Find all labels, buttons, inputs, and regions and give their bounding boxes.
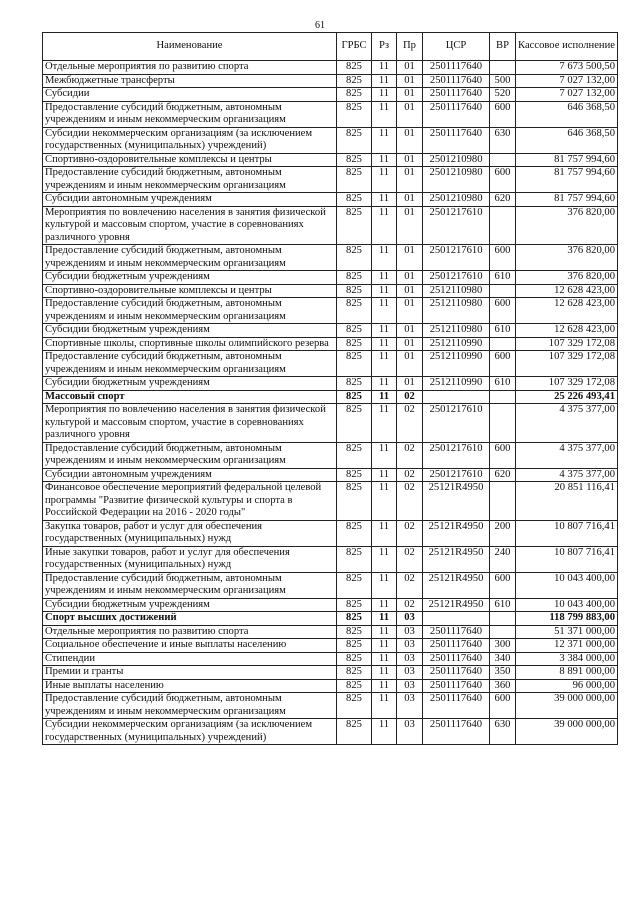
cell-grbs: 825	[337, 652, 372, 666]
cell-amount: 81 757 994,60	[516, 153, 618, 167]
cell-vr: 610	[490, 598, 516, 612]
cell-vr	[490, 206, 516, 245]
cell-grbs: 825	[337, 468, 372, 482]
cell-grbs: 825	[337, 337, 372, 351]
cell-csr: 25121R4950	[423, 572, 490, 598]
cell-csr: 2512110980	[423, 298, 490, 324]
cell-rz: 11	[372, 101, 397, 127]
cell-grbs: 825	[337, 88, 372, 102]
cell-pr: 01	[397, 245, 423, 271]
table-row	[43, 625, 618, 639]
cell-pr: 01	[397, 193, 423, 207]
table-row	[43, 153, 618, 167]
cell-pr: 03	[397, 625, 423, 639]
cell-csr: 2501217610	[423, 442, 490, 468]
cell-csr: 2501117640	[423, 666, 490, 680]
cell-pr: 03	[397, 679, 423, 693]
cell-csr: 2501117640	[423, 61, 490, 75]
cell-pr: 01	[397, 298, 423, 324]
cell-csr	[423, 390, 490, 404]
table-row	[43, 337, 618, 351]
cell-amount: 81 757 994,60	[516, 193, 618, 207]
cell-grbs: 825	[337, 520, 372, 546]
cell-grbs: 825	[337, 679, 372, 693]
cell-vr: 610	[490, 377, 516, 391]
table-row	[43, 245, 618, 271]
cell-grbs: 825	[337, 206, 372, 245]
cell-pr: 01	[397, 88, 423, 102]
cell-vr: 620	[490, 193, 516, 207]
cell-name: Спортивные школы, спортивные школы олимпийского резерва	[43, 337, 337, 351]
table-row	[43, 482, 618, 521]
cell-pr: 03	[397, 666, 423, 680]
cell-vr: 600	[490, 442, 516, 468]
cell-grbs: 825	[337, 61, 372, 75]
cell-grbs: 825	[337, 482, 372, 521]
cell-rz: 11	[372, 377, 397, 391]
cell-grbs: 825	[337, 625, 372, 639]
cell-csr: 2501117640	[423, 74, 490, 88]
cell-name: Массовый спорт	[43, 390, 337, 404]
cell-rz: 11	[372, 245, 397, 271]
cell-csr: 2501217610	[423, 468, 490, 482]
table-row	[43, 693, 618, 719]
cell-amount: 10 807 716,41	[516, 520, 618, 546]
cell-pr: 03	[397, 639, 423, 653]
cell-pr: 03	[397, 693, 423, 719]
cell-grbs: 825	[337, 245, 372, 271]
header-pr: Пр	[397, 33, 423, 61]
cell-amount: 107 329 172,08	[516, 337, 618, 351]
cell-csr: 2501117640	[423, 719, 490, 745]
cell-name: Субсидии некоммерческим организациям (за исключением государственных (муниципальных) учреждений)	[43, 719, 337, 745]
cell-rz: 11	[372, 206, 397, 245]
cell-grbs: 825	[337, 74, 372, 88]
cell-csr: 2501217610	[423, 206, 490, 245]
cell-rz: 11	[372, 598, 397, 612]
cell-rz: 11	[372, 153, 397, 167]
cell-grbs: 825	[337, 271, 372, 285]
cell-rz: 11	[372, 546, 397, 572]
cell-rz: 11	[372, 468, 397, 482]
table-row	[43, 74, 618, 88]
cell-amount: 3 384 000,00	[516, 652, 618, 666]
table-row	[43, 598, 618, 612]
cell-vr	[490, 390, 516, 404]
table-row	[43, 193, 618, 207]
cell-vr: 610	[490, 271, 516, 285]
cell-vr: 600	[490, 167, 516, 193]
header-rz: Рз	[372, 33, 397, 61]
cell-grbs: 825	[337, 351, 372, 377]
cell-pr: 01	[397, 74, 423, 88]
table-row	[43, 719, 618, 745]
table-row	[43, 612, 618, 626]
cell-name: Предоставление субсидий бюджетным, автономным учреждениям и иным некоммерческим организациям	[43, 245, 337, 271]
table-row	[43, 101, 618, 127]
table-row	[43, 167, 618, 193]
table-row	[43, 520, 618, 546]
cell-csr: 2501117640	[423, 679, 490, 693]
cell-rz: 11	[372, 404, 397, 443]
cell-name: Субсидии автономным учреждениям	[43, 193, 337, 207]
cell-csr: 2512110990	[423, 351, 490, 377]
table-row	[43, 679, 618, 693]
table-row	[43, 404, 618, 443]
cell-csr: 2501117640	[423, 639, 490, 653]
cell-vr	[490, 625, 516, 639]
table-row	[43, 468, 618, 482]
cell-grbs: 825	[337, 284, 372, 298]
cell-rz: 11	[372, 679, 397, 693]
cell-amount: 12 628 423,00	[516, 284, 618, 298]
cell-rz: 11	[372, 719, 397, 745]
cell-grbs: 825	[337, 598, 372, 612]
cell-rz: 11	[372, 127, 397, 153]
cell-name: Иные закупки товаров, работ и услуг для обеспечения государственных (муниципальных) нужд	[43, 546, 337, 572]
cell-name: Финансовое обеспечение мероприятий федеральной целевой программы "Развитие физической культуры и спорта в Российской Федерации на 2016 - 2020 годы"	[43, 482, 337, 521]
table-row	[43, 390, 618, 404]
cell-amount: 25 226 493,41	[516, 390, 618, 404]
cell-grbs: 825	[337, 612, 372, 626]
cell-csr: 25121R4950	[423, 482, 490, 521]
cell-grbs: 825	[337, 546, 372, 572]
cell-vr: 240	[490, 546, 516, 572]
cell-vr	[490, 61, 516, 75]
cell-csr: 2512110980	[423, 324, 490, 338]
cell-rz: 11	[372, 482, 397, 521]
cell-csr: 2501210980	[423, 167, 490, 193]
cell-rz: 11	[372, 74, 397, 88]
cell-csr: 2512110980	[423, 284, 490, 298]
table-row	[43, 666, 618, 680]
table-row	[43, 351, 618, 377]
cell-name: Отдельные мероприятия по развитию спорта	[43, 625, 337, 639]
cell-grbs: 825	[337, 666, 372, 680]
cell-pr: 01	[397, 284, 423, 298]
cell-rz: 11	[372, 167, 397, 193]
cell-amount: 39 000 000,00	[516, 693, 618, 719]
cell-grbs: 825	[337, 719, 372, 745]
cell-csr: 2501217610	[423, 271, 490, 285]
cell-vr: 600	[490, 572, 516, 598]
cell-pr: 01	[397, 101, 423, 127]
cell-pr: 02	[397, 468, 423, 482]
cell-vr: 300	[490, 639, 516, 653]
cell-grbs: 825	[337, 153, 372, 167]
cell-name: Предоставление субсидий бюджетным, автономным учреждениям и иным некоммерческим организациям	[43, 101, 337, 127]
cell-pr: 02	[397, 520, 423, 546]
cell-pr: 02	[397, 482, 423, 521]
table-row	[43, 442, 618, 468]
cell-name: Субсидии бюджетным учреждениям	[43, 271, 337, 285]
cell-name: Субсидии	[43, 88, 337, 102]
cell-name: Стипендии	[43, 652, 337, 666]
cell-csr: 2501117640	[423, 88, 490, 102]
cell-rz: 11	[372, 351, 397, 377]
table-row	[43, 546, 618, 572]
cell-name: Мероприятия по вовлечению населения в занятия физической культурой и массовым спортом, участие в соревнованиях различного уровня	[43, 206, 337, 245]
cell-vr: 500	[490, 74, 516, 88]
header-vr: ВР	[490, 33, 516, 61]
cell-pr: 02	[397, 404, 423, 443]
cell-grbs: 825	[337, 101, 372, 127]
cell-rz: 11	[372, 271, 397, 285]
cell-csr: 2501117640	[423, 693, 490, 719]
cell-rz: 11	[372, 337, 397, 351]
cell-pr: 01	[397, 324, 423, 338]
cell-csr: 25121R4950	[423, 546, 490, 572]
cell-name: Предоставление субсидий бюджетным, автономным учреждениям и иным некоммерческим организациям	[43, 351, 337, 377]
cell-name: Закупка товаров, работ и услуг для обеспечения государственных (муниципальных) нужд	[43, 520, 337, 546]
cell-grbs: 825	[337, 193, 372, 207]
cell-grbs: 825	[337, 442, 372, 468]
cell-csr: 2501210980	[423, 193, 490, 207]
table-row	[43, 61, 618, 75]
table-row	[43, 639, 618, 653]
cell-grbs: 825	[337, 324, 372, 338]
cell-vr: 350	[490, 666, 516, 680]
cell-vr	[490, 482, 516, 521]
cell-pr: 01	[397, 351, 423, 377]
cell-name: Предоставление субсидий бюджетным, автономным учреждениям и иным некоммерческим организациям	[43, 442, 337, 468]
cell-name: Предоставление субсидий бюджетным, автономным учреждениям и иным некоммерческим организациям	[43, 167, 337, 193]
cell-amount: 646 368,50	[516, 127, 618, 153]
cell-rz: 11	[372, 666, 397, 680]
cell-csr: 2501217610	[423, 245, 490, 271]
cell-name: Премии и гранты	[43, 666, 337, 680]
cell-name: Иные выплаты населению	[43, 679, 337, 693]
cell-rz: 11	[372, 652, 397, 666]
cell-amount: 4 375 377,00	[516, 404, 618, 443]
table-row	[43, 206, 618, 245]
cell-amount: 376 820,00	[516, 271, 618, 285]
cell-pr: 01	[397, 167, 423, 193]
cell-pr: 01	[397, 61, 423, 75]
cell-amount: 7 027 132,00	[516, 74, 618, 88]
cell-pr: 01	[397, 153, 423, 167]
cell-amount: 107 329 172,08	[516, 377, 618, 391]
cell-csr: 2501217610	[423, 404, 490, 443]
cell-csr: 2501117640	[423, 127, 490, 153]
cell-amount: 12 628 423,00	[516, 298, 618, 324]
cell-vr: 600	[490, 351, 516, 377]
cell-pr: 01	[397, 271, 423, 285]
header-csr: ЦСР	[423, 33, 490, 61]
cell-amount: 376 820,00	[516, 206, 618, 245]
cell-amount: 118 799 883,00	[516, 612, 618, 626]
cell-rz: 11	[372, 61, 397, 75]
cell-rz: 11	[372, 193, 397, 207]
cell-vr	[490, 404, 516, 443]
cell-csr: 2501117640	[423, 101, 490, 127]
cell-pr: 03	[397, 719, 423, 745]
cell-amount: 10 807 716,41	[516, 546, 618, 572]
cell-amount: 12 628 423,00	[516, 324, 618, 338]
cell-pr: 02	[397, 572, 423, 598]
cell-grbs: 825	[337, 390, 372, 404]
cell-csr: 2512110990	[423, 377, 490, 391]
cell-vr	[490, 337, 516, 351]
cell-name: Мероприятия по вовлечению населения в занятия физической культурой и массовым спортом, участие в соревнованиях различного уровня	[43, 404, 337, 443]
cell-grbs: 825	[337, 572, 372, 598]
table-row	[43, 572, 618, 598]
cell-amount: 7 027 132,00	[516, 88, 618, 102]
cell-vr: 520	[490, 88, 516, 102]
cell-amount: 8 891 000,00	[516, 666, 618, 680]
cell-csr: 2512110990	[423, 337, 490, 351]
cell-name: Спортивно-оздоровительные комплексы и центры	[43, 153, 337, 167]
cell-pr: 03	[397, 652, 423, 666]
cell-amount: 96 000,00	[516, 679, 618, 693]
cell-rz: 11	[372, 298, 397, 324]
cell-rz: 11	[372, 88, 397, 102]
cell-rz: 11	[372, 693, 397, 719]
table-header-row	[43, 33, 618, 61]
cell-rz: 11	[372, 612, 397, 626]
table-row	[43, 284, 618, 298]
page-number: 61	[315, 20, 325, 31]
cell-name: Субсидии бюджетным учреждениям	[43, 377, 337, 391]
cell-amount: 20 851 116,41	[516, 482, 618, 521]
cell-vr: 600	[490, 298, 516, 324]
cell-pr: 02	[397, 442, 423, 468]
cell-amount: 376 820,00	[516, 245, 618, 271]
cell-vr: 200	[490, 520, 516, 546]
table-row	[43, 377, 618, 391]
cell-pr: 03	[397, 612, 423, 626]
cell-rz: 11	[372, 639, 397, 653]
cell-amount: 51 371 000,00	[516, 625, 618, 639]
cell-amount: 10 043 400,00	[516, 598, 618, 612]
cell-name: Социальное обеспечение и иные выплаты населению	[43, 639, 337, 653]
cell-rz: 11	[372, 625, 397, 639]
cell-pr: 01	[397, 337, 423, 351]
table-row	[43, 324, 618, 338]
cell-vr	[490, 284, 516, 298]
cell-pr: 01	[397, 127, 423, 153]
cell-name: Субсидии бюджетным учреждениям	[43, 598, 337, 612]
cell-grbs: 825	[337, 377, 372, 391]
cell-vr	[490, 153, 516, 167]
cell-grbs: 825	[337, 127, 372, 153]
cell-grbs: 825	[337, 404, 372, 443]
table-row	[43, 127, 618, 153]
cell-name: Отдельные мероприятия по развитию спорта	[43, 61, 337, 75]
cell-pr: 02	[397, 598, 423, 612]
table-row	[43, 88, 618, 102]
cell-vr: 360	[490, 679, 516, 693]
cell-csr: 25121R4950	[423, 520, 490, 546]
cell-grbs: 825	[337, 167, 372, 193]
header-name: Наименование	[43, 33, 337, 61]
table-row	[43, 271, 618, 285]
cell-rz: 11	[372, 572, 397, 598]
cell-amount: 10 043 400,00	[516, 572, 618, 598]
cell-pr: 01	[397, 377, 423, 391]
cell-pr: 02	[397, 546, 423, 572]
cell-vr: 610	[490, 324, 516, 338]
cell-csr: 2501117640	[423, 625, 490, 639]
cell-vr: 600	[490, 101, 516, 127]
cell-csr: 25121R4950	[423, 598, 490, 612]
budget-execution-table	[42, 32, 618, 745]
cell-name: Спортивно-оздоровительные комплексы и центры	[43, 284, 337, 298]
table-row	[43, 298, 618, 324]
cell-vr: 600	[490, 245, 516, 271]
cell-grbs: 825	[337, 298, 372, 324]
header-grbs: ГРБС	[337, 33, 372, 61]
cell-amount: 7 673 500,50	[516, 61, 618, 75]
cell-vr: 620	[490, 468, 516, 482]
cell-amount: 107 329 172,08	[516, 351, 618, 377]
cell-amount: 646 368,50	[516, 101, 618, 127]
cell-rz: 11	[372, 390, 397, 404]
cell-amount: 4 375 377,00	[516, 442, 618, 468]
cell-amount: 4 375 377,00	[516, 468, 618, 482]
header-amount: Кассовое исполнение	[516, 33, 618, 61]
cell-name: Субсидии некоммерческим организациям (за исключением государственных (муниципальных) учреждений)	[43, 127, 337, 153]
cell-vr: 340	[490, 652, 516, 666]
table-body	[43, 61, 618, 745]
cell-name: Спорт высших достижений	[43, 612, 337, 626]
cell-amount: 39 000 000,00	[516, 719, 618, 745]
cell-pr: 01	[397, 206, 423, 245]
cell-amount: 81 757 994,60	[516, 167, 618, 193]
cell-name: Субсидии автономным учреждениям	[43, 468, 337, 482]
cell-grbs: 825	[337, 639, 372, 653]
cell-grbs: 825	[337, 693, 372, 719]
cell-vr	[490, 612, 516, 626]
cell-rz: 11	[372, 442, 397, 468]
cell-rz: 11	[372, 324, 397, 338]
cell-csr: 2501117640	[423, 652, 490, 666]
cell-vr: 630	[490, 127, 516, 153]
cell-name: Предоставление субсидий бюджетным, автономным учреждениям и иным некоммерческим организациям	[43, 298, 337, 324]
cell-name: Субсидии бюджетным учреждениям	[43, 324, 337, 338]
cell-csr: 2501210980	[423, 153, 490, 167]
cell-rz: 11	[372, 520, 397, 546]
cell-vr: 600	[490, 693, 516, 719]
cell-rz: 11	[372, 284, 397, 298]
cell-amount: 12 371 000,00	[516, 639, 618, 653]
table-row	[43, 652, 618, 666]
cell-csr	[423, 612, 490, 626]
cell-pr: 02	[397, 390, 423, 404]
cell-name: Предоставление субсидий бюджетным, автономным учреждениям и иным некоммерческим организациям	[43, 572, 337, 598]
cell-vr: 630	[490, 719, 516, 745]
cell-name: Предоставление субсидий бюджетным, автономным учреждениям и иным некоммерческим организациям	[43, 693, 337, 719]
cell-name: Межбюджетные трансферты	[43, 74, 337, 88]
